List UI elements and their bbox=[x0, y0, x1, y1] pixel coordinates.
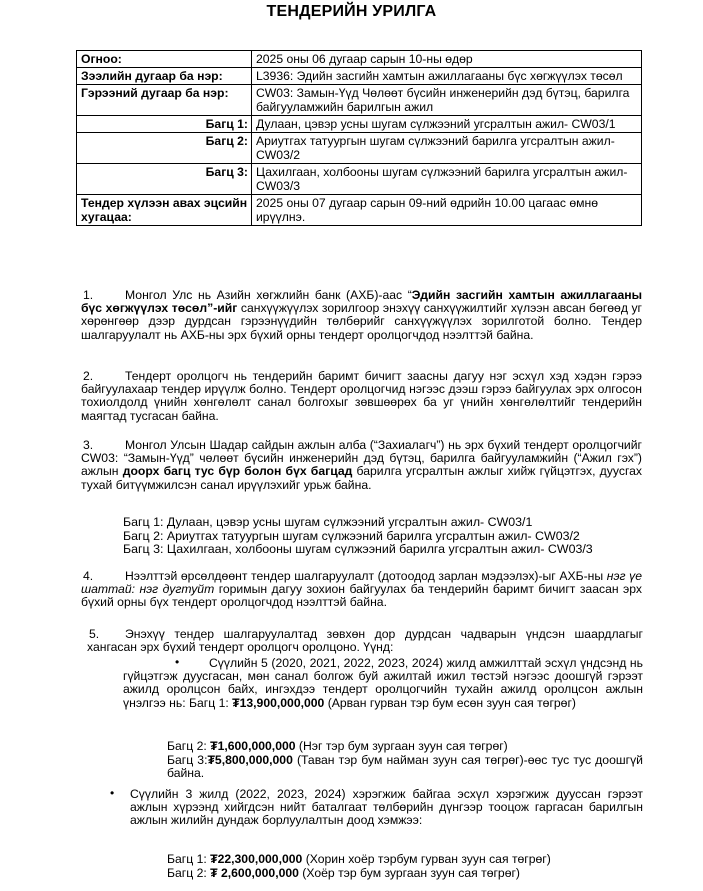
amount-lot-3: ₮5,800,000,000 bbox=[207, 753, 293, 767]
paragraph-text: барилга угсралтын ажлыг хийж гүйцэтгэх, дуусгах тухай битүүмжилсэн санал ирүүлэхийг урьж байна. bbox=[81, 464, 642, 492]
value-lot-1: Дулаан, цэвэр усны шугам сүлжээний угсралтын ажил- CW03/1 bbox=[252, 116, 642, 133]
paragraph-text: санхүүжүүлэх зорилгоор энэхүү санхүүжилтийг хүлээн авсан бөгөөд уг хөрөнгөөр дээр дурдсан гэрээнүүдийн төлбөрийг санхүүжүүлэх зорилготой болно. Тендер шалгаруулалт нь АХБ-ны эрх бүхий орны тендерт оролцогчдод нээлттэй байна. bbox=[81, 301, 642, 342]
lot-label: Багц 1: bbox=[167, 852, 211, 866]
bullet-icon: • bbox=[175, 655, 180, 669]
bullet-2-lot-2 bbox=[167, 867, 643, 880]
amount-lot-2: ₮ 2,600,000,000 bbox=[210, 866, 299, 880]
lot-label: Багц 2: bbox=[167, 866, 211, 880]
list-item: Багц 1: Дулаан, цэвэр усны шугам сүлжээний угсралтын ажил- CW03/1 bbox=[123, 515, 533, 529]
paragraph-number: 4. bbox=[83, 569, 94, 583]
label-loan: Зээлийн дугаар ба нэр: bbox=[77, 68, 252, 85]
value-lot-3: Цахилгаан, холбооны шугам сүлжээний барилга угсралтын ажил- CW03/3 bbox=[252, 164, 642, 195]
amount-lot-1: ₮22,300,000,000 bbox=[210, 852, 303, 866]
amount-lot-1: ₮13,900,000,000 bbox=[232, 695, 325, 710]
bullet-icon: • bbox=[110, 786, 115, 800]
value-loan: L3936: Эдийн засгийн хамтын ажиллагааны бүс хөгжүүлэх төсөл bbox=[252, 68, 642, 85]
list-item: Багц 3: Цахилгаан, холбооны шугам сүлжээний барилга угсралтын ажил- CW03/3 bbox=[123, 542, 593, 557]
amount-words: (Таван тэр бум найман зуун сая төгрөг)-өөс тус тус доошгүй байна. bbox=[167, 753, 643, 781]
label-date: Огноо: bbox=[77, 51, 252, 68]
table-row bbox=[77, 68, 642, 85]
paragraph-text: Монгол Улсын Шадар сайдын ажлын алба (“Захиалагч”) нь эрх бүхий тендерт оролцогчийг CW03: “Замын-Үүд” чөлөөт бүсийн инженерийн дэд бүтэц, барилга байгууламжийн (“Ажил гэх”) ажлын bbox=[81, 438, 642, 479]
label-contract: Гэрээний дугаар ба нэр: bbox=[77, 85, 252, 116]
value-deadline: 2025 оны 07 дугаар сарын 09-ний өдрийн 10.00 цагаас өмнө ирүүлнэ. bbox=[252, 195, 642, 226]
lot-label: Багц 3: bbox=[167, 753, 208, 767]
paragraph-number: 2. bbox=[83, 369, 94, 383]
bullet-text: Сүүлийн 5 (2020, 2021, 2022, 2023, 2024) жилд амжилттай эсхүл үндсэнд нь гүйцэтгэж дуусгасан, мөн санал болгож буй ажилтай ижил төстэй нэгээс доошгүй гэрээт ажилд оролцсон байх, ингэхдээ тендерт оролцогчийн тухайн ажилд оролцсон ажлын үнэлгээ нь: Багц 1: bbox=[123, 656, 643, 710]
document-title: ТЕНДЕРИЙН УРИЛГА bbox=[266, 3, 437, 20]
bullet-item-1 bbox=[123, 657, 643, 710]
amount-words: (Хорин хоёр тэрбум гурван зуун сая төгрөг) bbox=[302, 852, 551, 866]
list-item: Багц 2: Ариутгах татуургын шугам сүлжээний барилга угсралтын ажил- CW03/2 bbox=[123, 528, 580, 543]
paragraph-bold-text: Эдийн засгийн хамтын ажиллагааны бүс хөгжүүлэх төсөл”-ийг bbox=[81, 288, 642, 316]
bullet-1-lot-3 bbox=[167, 754, 643, 780]
paragraph-text: Тендерт оролцогч нь тендерийн баримт бичигт заасны дагуу нэг эсхүл хэд хэдэн гэрээ байгуулахаар тендер ирүүлж болно. Тендерт оролцогчид нэгээс дээш гэрээ байгуулах эрх олгосон тохиолдолд үнийн хөнгөлөлт санал болгохыг зөвшөөрөх ба уг үнийн хөнгөлөлтийг тендерийн маягтад тусгасан байна. bbox=[81, 369, 642, 423]
paragraph-4 bbox=[81, 570, 642, 610]
paragraph-number: 5. bbox=[89, 627, 100, 641]
label-deadline: Тендер хүлээн авах эцсийн хугацаа: bbox=[77, 195, 252, 226]
paragraph-bold-text: доорх багц тус бүр болон бүх багцад bbox=[122, 464, 353, 479]
value-lot-2: Ариутгах татуургын шугам сүлжээний барилга угсралтын ажил- CW03/2 bbox=[252, 133, 642, 164]
amount-words: (Нэг тэр бум зургаан зуун сая төгрөг) bbox=[295, 739, 508, 753]
tender-info-table bbox=[76, 50, 642, 226]
label-lot-3: Багц 3: bbox=[77, 164, 252, 195]
table-row bbox=[77, 51, 642, 68]
table-row bbox=[77, 164, 642, 195]
paragraph-text: горимын дагуу зохион байгуулах ба тендерийн баримт бичигт заасан эрх бүхий орны бүх тендерт оролцогчдод нээлттэй байна. bbox=[81, 582, 642, 610]
amount-lot-2: ₮1,600,000,000 bbox=[210, 739, 296, 753]
paragraph-text: Монгол Улс нь Азийн хөгжлийн банк (АХБ)-аас “ bbox=[125, 288, 412, 302]
paragraph-number: 3. bbox=[83, 438, 94, 452]
bullet-text: (Арван гурван тэр бум есөн зуун сая төгрөг) bbox=[324, 695, 576, 710]
label-lot-1: Багц 1: bbox=[77, 116, 252, 133]
paragraph-3 bbox=[81, 439, 642, 492]
bullet-text: Сүүлийн 3 жилд (2022, 2023, 2024) хэрэгжиж байгаа эсхүл хэрэгжиж дууссан гэрээт ажлын хүрээнд хийгдсэн нийт баталгаат төлбөрийн дүнгээр тооцож гаргасан барилгын ажлын жилийн дундаж борлуулалтын доод хэмжээ: bbox=[130, 787, 643, 828]
value-date: 2025 оны 06 дугаар сарын 10-ны өдөр bbox=[252, 51, 642, 68]
paragraph-italic-text: нэг үе шаттай: нэг дугтуйт bbox=[81, 569, 642, 597]
paragraph-text: Нээлттэй өрсөлдөөнт тендер шалгаруулалт (дотоодод зарлан мэдээлэх)-ыг АХБ-ны bbox=[125, 569, 607, 583]
lots-list bbox=[123, 516, 643, 557]
label-lot-2: Багц 2: bbox=[77, 133, 252, 164]
table-row bbox=[77, 133, 642, 164]
table-row bbox=[77, 116, 642, 133]
bullet-1-lot-2 bbox=[167, 740, 643, 753]
paragraph-2 bbox=[81, 370, 642, 423]
paragraph-number: 1. bbox=[83, 288, 94, 302]
paragraph-text: Энэхүү тендер шалгаруулалтад зөвхөн дор дурдсан чадварын үндсэн шаардлагыг хангасан эрх бүхий тендерт оролцогч оролцоно. Үүнд: bbox=[87, 627, 643, 655]
lot-label: Багц 2: bbox=[167, 739, 211, 753]
bullet-2-lot-1 bbox=[167, 853, 643, 866]
value-contract: CW03: Замын-Үүд Чөлөөт бүсийн инженерийн дэд бүтэц, барилга байгууламжийн барилгын ажил bbox=[252, 85, 642, 116]
amount-words: (Хоёр тэр бум зургаан зуун сая төгрөг) bbox=[298, 866, 520, 880]
table-row bbox=[77, 195, 642, 226]
table-row bbox=[77, 85, 642, 116]
paragraph-1 bbox=[81, 289, 642, 342]
paragraph-5 bbox=[87, 628, 643, 654]
bullet-item-2 bbox=[130, 788, 643, 828]
